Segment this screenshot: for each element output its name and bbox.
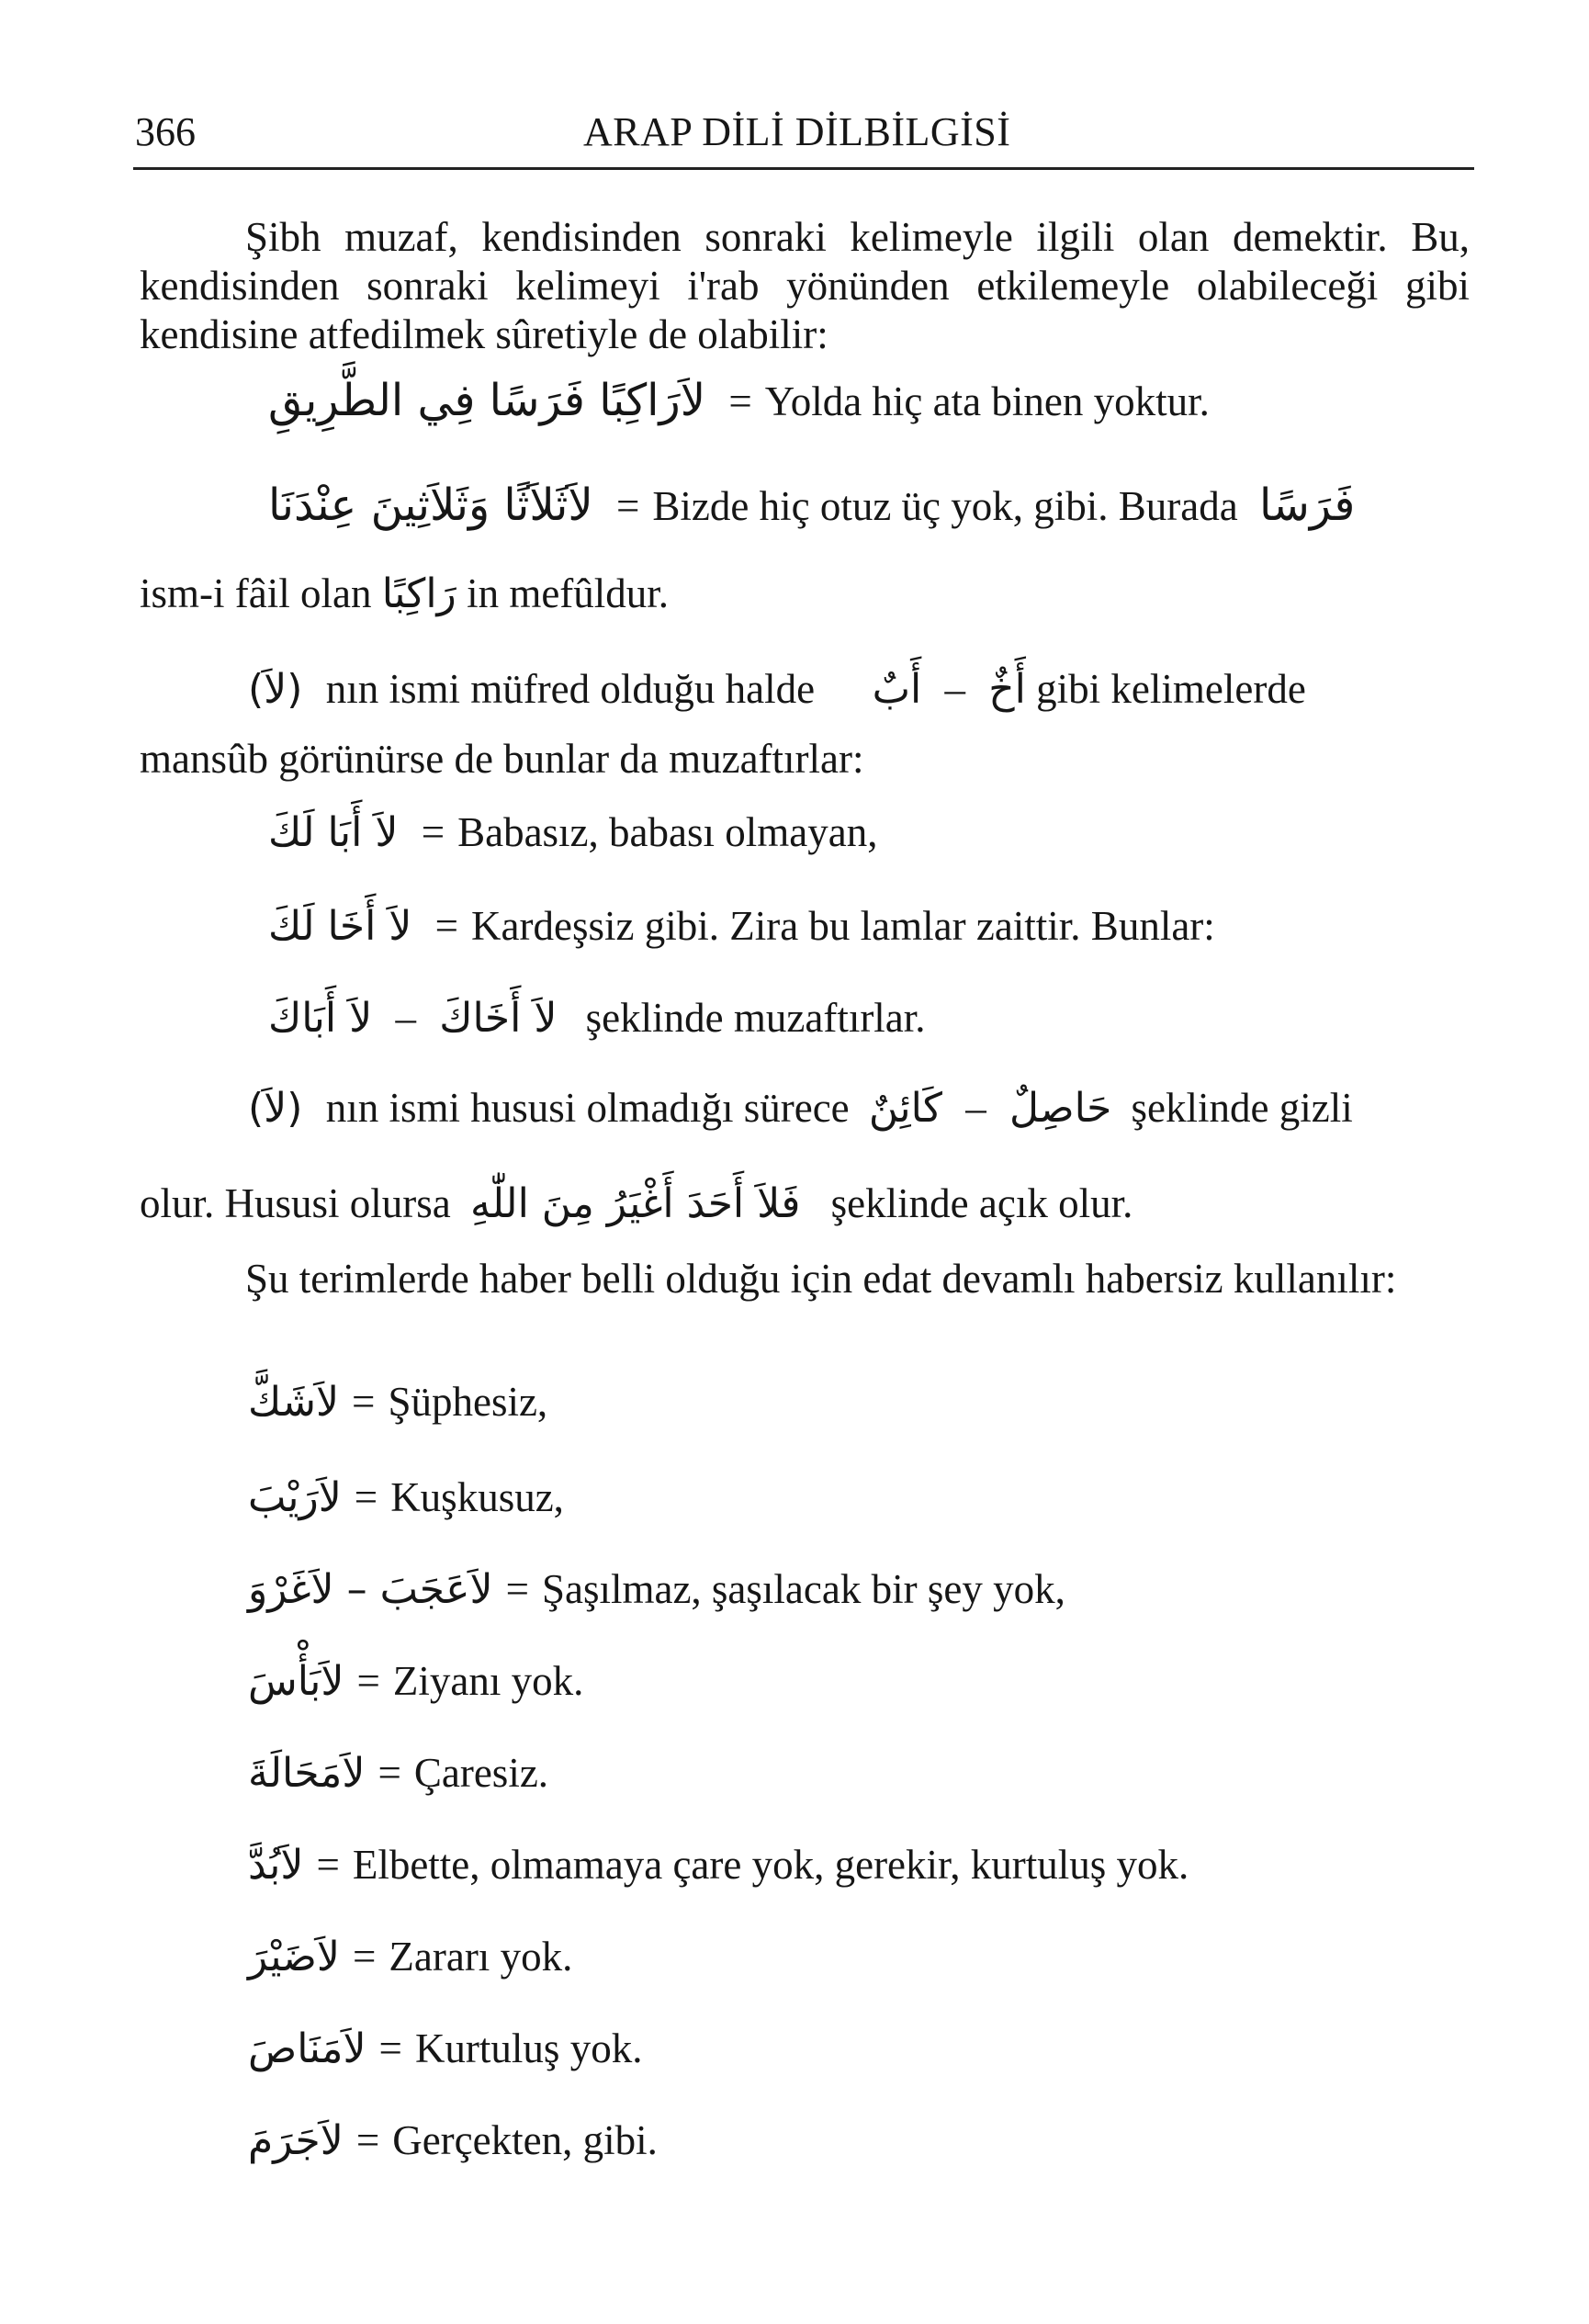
arabic-example-5b: لاَ أَخَاكَ: [439, 995, 558, 1042]
term-translation: Gerçekten, gibi.: [392, 2117, 658, 2163]
arabic-example-3: لاَ أَبَا لَكَ: [268, 809, 399, 856]
text-mufred: nın ismi müfred olduğu halde: [325, 666, 816, 712]
term-row: [248, 1657, 583, 1705]
equals-sign: =: [378, 1750, 401, 1796]
text-gibi-kelimelerde: gibi kelimelerde: [1036, 666, 1306, 712]
text-acik-olur: şeklinde açık olur.: [830, 1180, 1133, 1226]
equals-sign: =: [434, 903, 459, 949]
arabic-kainun: كَائِنٌ: [868, 1085, 942, 1132]
equals-sign: =: [616, 483, 640, 529]
equals-sign: =: [316, 1842, 340, 1888]
term-translation: Şaşılmaz, şaşılacak bir şey yok,: [541, 1566, 1065, 1612]
arabic-example-4: لاَ أَخَا لَكَ: [268, 903, 412, 950]
term-row: [248, 1749, 548, 1797]
arabic-example-2: لاَثَلاَثًا وَثَلاَثِينَ عِنْدَنَا: [268, 479, 593, 531]
example-line-5: [268, 994, 926, 1042]
translation-2: Bizde hiç otuz üç yok, gibi. Burada: [652, 483, 1238, 529]
term-translation: Zararı yok.: [389, 1934, 573, 1980]
term-row: [248, 2116, 658, 2164]
arabic-ab: أَبٌ: [872, 666, 922, 713]
arabic-term: لاَمَنَاصَ: [248, 2025, 366, 2072]
arabic-word-feresen: فَرَسًا: [1258, 479, 1356, 531]
text-hususi: nın ismi hususi olmadığı sürece: [325, 1085, 850, 1131]
arabic-akh: أَخٌ: [988, 666, 1026, 713]
text-mefuldur: in mefûldur.: [467, 570, 670, 616]
arabic-la: (لاَ): [248, 666, 303, 713]
arabic-term: لاَجَرَمَ: [248, 2117, 344, 2164]
term-row: [248, 1565, 1065, 1613]
term-translation: Şüphesiz,: [388, 1379, 548, 1425]
arabic-la: (لاَ): [248, 1085, 303, 1132]
arabic-term: لاَبُدَّ: [248, 1842, 304, 1889]
paragraph-la-mufred-line-1: [248, 665, 1306, 713]
translation-5: şeklinde muzaftırlar.: [585, 995, 926, 1041]
term-row: [248, 1378, 547, 1426]
paragraph-la-hususi-line-2: [140, 1179, 1133, 1227]
term-translation: Kuşkusuz,: [390, 1474, 564, 1520]
term-row: [248, 1841, 1189, 1889]
arabic-fela-ehade: فَلاَ أَحَدَ أَغْيَرُ مِنَ اللّٰهِ: [470, 1180, 801, 1227]
arabic-term: لاَبَأْسَ: [248, 1658, 344, 1705]
example-line-1: [268, 375, 1210, 426]
arabic-example-5a: لاَ أَبَاكَ: [268, 995, 373, 1042]
term-row: [248, 2025, 642, 2072]
paragraph-terimler: Şu terimlerde haber belli olduğu için edat devamlı habersiz kullanılır:: [245, 1256, 1397, 1302]
running-title: ARAP DİLİ DİLBİLGİSİ: [583, 109, 1011, 154]
equals-sign: =: [421, 809, 445, 855]
text-seklinde-gizli: şeklinde gizli: [1131, 1085, 1353, 1131]
term-translation: Çaresiz.: [413, 1750, 549, 1796]
text-hususi-olursa: olur. Hususi olursa: [140, 1180, 451, 1226]
equals-sign: =: [352, 1379, 376, 1425]
equals-sign: =: [356, 1658, 380, 1704]
example-line-2: [268, 479, 1355, 531]
text-ism-i-fail: ism-i fâil olan: [140, 570, 372, 616]
term-translation: Kurtuluş yok.: [414, 2025, 643, 2071]
arabic-term: لاَشَكَّ: [248, 1379, 340, 1426]
term-row: [248, 1473, 564, 1521]
arabic-example-1: لاَرَاكِبًا فَرَسًا فِي الطَّرِيقِ: [268, 375, 706, 426]
translation-3: Babasız, babası olmayan,: [457, 809, 878, 855]
term-translation: Elbette, olmamaya çare yok, gerekir, kurtuluş yok.: [352, 1842, 1189, 1888]
equals-sign: =: [354, 1474, 378, 1520]
example-line-3: [268, 808, 877, 856]
dash: –: [965, 1085, 986, 1131]
arabic-term: لاَمَحَالَةَ: [248, 1750, 366, 1797]
paragraph-shibh-muzaf: Şibh muzaf, kendisinden sonraki kelimeyle ilgili olan demektir. Bu, kendisinden sonraki kelimeyi i'rab yönünden etkilemeyle olabileceği gibi kendisine atfedilmek sûretiyle de olabilir:: [140, 214, 1470, 357]
paragraph-la-mufred-line-2: mansûb görünürse de bunlar da muzaftırlar:: [140, 736, 864, 782]
equals-sign: =: [353, 1934, 377, 1980]
arabic-word-rakiben: رَاكِبًا: [381, 570, 456, 617]
equals-sign: =: [378, 2025, 402, 2071]
equals-sign: =: [728, 378, 752, 424]
term-row: [248, 1933, 572, 1980]
arabic-hasilun: حَاصِلٌ: [1009, 1085, 1112, 1132]
arabic-term: لاَضَيْرَ: [248, 1934, 341, 1980]
example-line-4: [268, 902, 1215, 950]
translation-1: Yolda hiç ata binen yoktur.: [764, 378, 1210, 424]
dash: –: [395, 995, 416, 1041]
equals-sign: =: [505, 1566, 529, 1612]
page-header: [133, 103, 1474, 170]
equals-sign: =: [355, 2117, 380, 2163]
arabic-term: لاَعَجَبَ – لاَغَرْوَ: [248, 1566, 493, 1613]
page-number: 366: [135, 109, 196, 154]
term-translation: Ziyanı yok.: [392, 1658, 584, 1704]
translation-4: Kardeşsiz gibi. Zira bu lamlar zaittir. Bunlar:: [471, 903, 1215, 949]
arabic-term: لاَرَيْبَ: [248, 1474, 342, 1521]
paragraph-la-hususi-line-1: [248, 1084, 1353, 1132]
dash: –: [944, 666, 966, 712]
example-2-continuation: [140, 570, 669, 617]
